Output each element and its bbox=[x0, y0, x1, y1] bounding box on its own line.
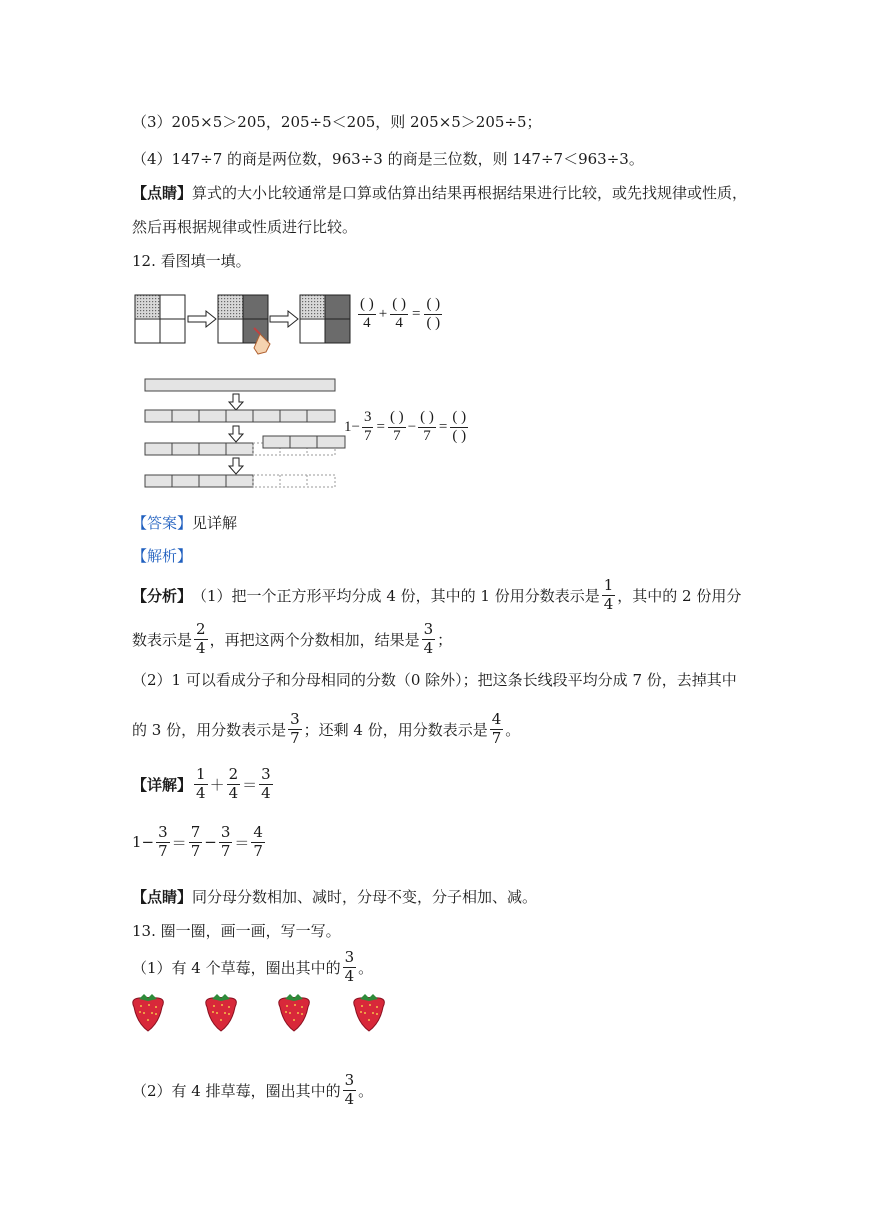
three-sevenths-fraction: $\frac{3}{7}$ bbox=[363, 409, 372, 444]
analysis-text: 数表示是 bbox=[132, 630, 193, 649]
tip-line-3 bbox=[132, 886, 537, 907]
analysis-text: ，其中的 2 份用分 bbox=[617, 586, 742, 605]
fraction-3-7: $\frac{3}{7}$ bbox=[290, 710, 300, 747]
solution-line-4: （4）147÷7 的商是两位数，963÷3 的商是三位数，则 147÷7＜963÷3。 bbox=[132, 150, 644, 168]
minus-sign: − bbox=[141, 833, 155, 852]
bar-remaining-and-removed bbox=[145, 436, 345, 455]
addition-equation bbox=[356, 297, 444, 332]
question-13-part-1 bbox=[132, 950, 373, 985]
minus-sign: − bbox=[204, 833, 217, 852]
analysis-text: （1）把一个正方形平均分成 4 份，其中的 1 份用分数表示是 bbox=[192, 586, 600, 605]
fraction-3-7: $\frac{3}{7}$ bbox=[158, 823, 168, 860]
square-one-quarter bbox=[135, 295, 185, 343]
arrow-down-icon bbox=[229, 426, 243, 442]
bar-remaining-4 bbox=[145, 475, 335, 487]
one-digit: 1 bbox=[132, 833, 142, 852]
detail-line-2 bbox=[132, 825, 267, 860]
analysis-section-label: 【分析】 bbox=[132, 586, 193, 605]
equals-sign: ＝ bbox=[242, 775, 258, 794]
fraction-1-4: $\frac{1}{4}$ bbox=[196, 765, 206, 802]
solution-line-3: （3）205×5＞205，205÷5＜205，则 205×5＞205÷5； bbox=[132, 113, 542, 131]
question-text: 。 bbox=[358, 1081, 374, 1100]
arrow-right-icon bbox=[270, 311, 298, 327]
tip-line-1 bbox=[132, 182, 747, 203]
analysis-text: ；还剩 4 份，用分数表示是 bbox=[303, 720, 488, 739]
segmented-bar-7 bbox=[145, 410, 335, 422]
analysis-para-1 bbox=[132, 578, 741, 613]
tip-text-3: 同分母分数相加、减时，分母不变，分子相加、减。 bbox=[192, 888, 538, 906]
minus-sign: − bbox=[407, 418, 417, 435]
square-addition-figure bbox=[134, 292, 354, 358]
question-13-title: 13. 圈一圈，画一画，写一写。 bbox=[132, 922, 341, 940]
blank-fraction: $\frac{( )}{4}$ bbox=[360, 296, 374, 331]
tip-text-1: 算式的大小比较通常是口算或估算出结果再根据结果进行比较，或先找规律或性质， bbox=[192, 184, 748, 202]
strawberry-icon bbox=[279, 994, 310, 1031]
detail-line-1 bbox=[132, 767, 275, 802]
tip-label: 【点睛】 bbox=[132, 184, 193, 202]
question-13-part-2 bbox=[132, 1073, 373, 1108]
fraction-4-7: $\frac{4}{7}$ bbox=[253, 823, 263, 860]
fraction-3-7: $\frac{3}{7}$ bbox=[220, 823, 231, 860]
answer-label: 【答案】 bbox=[132, 514, 193, 532]
analysis-label: 【解析】 bbox=[132, 547, 193, 565]
equals-sign: = bbox=[438, 418, 448, 435]
question-text: （2）有 4 排草莓，圈出其中的 bbox=[132, 1081, 341, 1100]
analysis-text: ，再把这两个分数相加，结果是 bbox=[209, 630, 420, 649]
question-text: （1）有 4 个草莓，圈出其中的 bbox=[132, 958, 341, 977]
detail-label: 【详解】 bbox=[132, 775, 193, 794]
tip-label: 【点睛】 bbox=[132, 888, 193, 906]
equals-sign: = bbox=[411, 305, 421, 322]
question-text: 。 bbox=[358, 958, 374, 977]
analysis-para-3: （2）1 可以看成分子和分母相同的分数（0 除外）；把这条长线段平均分成 7 份，去掉其中 bbox=[132, 671, 737, 689]
equals-sign: = bbox=[376, 418, 385, 435]
bar-subtraction-figure bbox=[143, 377, 348, 493]
strawberry-icon bbox=[133, 994, 164, 1031]
analysis-text: 的 3 份，用分数表示是 bbox=[132, 720, 287, 739]
answer-text: 见详解 bbox=[192, 514, 238, 532]
arrow-down-icon bbox=[229, 458, 243, 474]
subtraction-equation bbox=[344, 410, 470, 445]
blank-fraction: $\frac{( )}{( )}$ bbox=[426, 296, 441, 331]
fraction-3-4: $\frac{3}{4}$ bbox=[344, 948, 355, 985]
fraction-1-4: $\frac{1}{4}$ bbox=[603, 576, 614, 613]
plus-sign: ＋ bbox=[209, 775, 225, 794]
tip-line-2: 然后再根据规律或性质进行比较。 bbox=[132, 218, 358, 236]
analysis-text: 。 bbox=[505, 720, 521, 739]
answer-line bbox=[132, 512, 237, 533]
question-12-title: 12. 看图填一填。 bbox=[132, 252, 251, 270]
minus-sign: − bbox=[351, 418, 360, 435]
fraction-2-4: $\frac{2}{4}$ bbox=[228, 765, 239, 802]
equals-sign: ＝ bbox=[234, 833, 250, 852]
arrow-down-icon bbox=[229, 394, 243, 410]
blank-fraction: $\frac{( )}{7}$ bbox=[389, 409, 404, 444]
plus-sign: + bbox=[378, 305, 388, 322]
fraction-7-7: $\frac{7}{7}$ bbox=[190, 823, 201, 860]
fraction-3-4: $\frac{3}{4}$ bbox=[344, 1071, 355, 1108]
blank-fraction: $\frac{( )}{4}$ bbox=[392, 296, 406, 331]
blank-fraction: $\frac{( )}{7}$ bbox=[420, 409, 434, 444]
one-digit: 1 bbox=[344, 418, 352, 435]
arrow-right-icon bbox=[188, 311, 216, 327]
strawberry-row bbox=[126, 990, 396, 1040]
analysis-para-2 bbox=[132, 622, 452, 657]
fraction-2-4: $\frac{2}{4}$ bbox=[196, 620, 206, 657]
analysis-text: ； bbox=[437, 630, 453, 649]
fraction-3-4: $\frac{3}{4}$ bbox=[423, 620, 434, 657]
blank-fraction: $\frac{( )}{( )}$ bbox=[452, 409, 467, 444]
strawberry-icon bbox=[354, 994, 385, 1031]
fraction-4-7: $\frac{4}{7}$ bbox=[491, 710, 502, 747]
equals-sign: ＝ bbox=[171, 833, 187, 852]
strawberry-icon bbox=[206, 994, 237, 1031]
fraction-3-4: $\frac{3}{4}$ bbox=[261, 765, 271, 802]
analysis-para-4 bbox=[132, 712, 520, 747]
square-three-quarters bbox=[300, 295, 350, 343]
